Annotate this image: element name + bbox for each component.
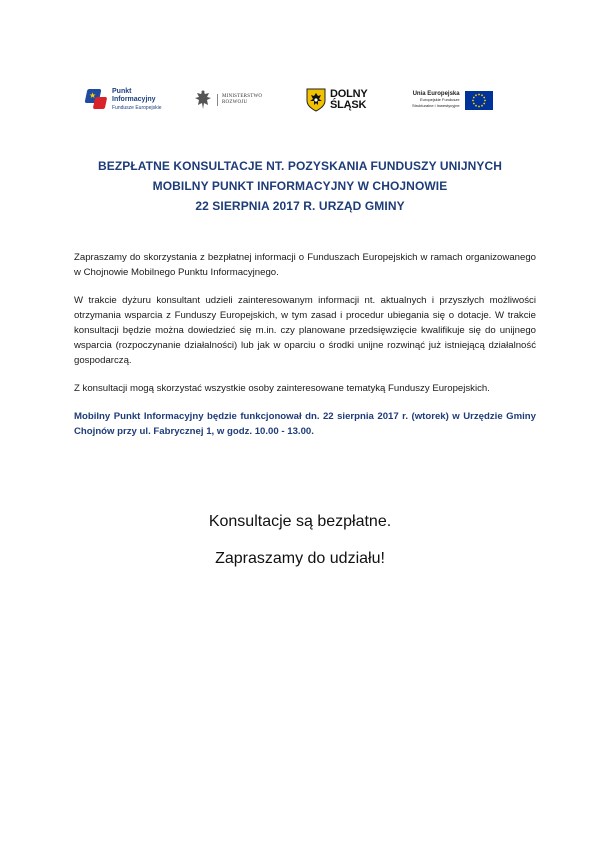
paragraph-date-location: Mobilny Punkt Informacyjny będzie funkcjonował dn. 22 sierpnia 2017 r. (wtorek) w Urzędzie Gminy Chojnów przy ul. Fabrycznej 1, w godz. 10.00 - 13.00. <box>74 411 536 437</box>
pi-logo-line2: Informacyjny <box>112 96 156 103</box>
closing-block <box>0 512 600 569</box>
title-line-1: BEZPŁATNE KONSULTACJE NT. POZYSKANIA FUNDUSZY UNIJNYCH <box>97 159 503 173</box>
dolny-slask-line1: DOLNY <box>330 88 368 100</box>
eu-flag-icon <box>465 91 493 110</box>
paragraph-eligibility: Z konsultacji mogą skorzystać wszystkie osoby zainteresowane tematyką Funduszy Europejskich. <box>74 383 490 394</box>
ministerstwo-line2: ROZWOJU <box>222 100 248 105</box>
ue-line2: Europejskie Fundusze <box>420 97 460 102</box>
polish-eagle-icon <box>194 89 212 111</box>
ministerstwo-line1: MINISTERSTWO <box>222 94 263 99</box>
body-text <box>74 250 536 452</box>
paragraph-consultation-details: W trakcie dyżuru konsultant udzieli zainteresowanym informacji nt. aktualnych i przyszłych możliwości otrzymania wsparcia z Funduszy Europejskich, w tym zasad i procedur ubiegania się o dotacje. W trakcie konsultacji będzie można dowiedzieć się m.in. czy planowane przedsięwzięcie kwalifikuje się do unijnego wsparcia (rozpoczynanie działalności) lub jak w oparciu o środki unijne rozwinąć już istniejącą działalność gospodarczą. <box>74 295 536 366</box>
title-line-2: MOBILNY PUNKT INFORMACYJNY W CHOJNOWIE <box>152 179 448 193</box>
ue-line1: Unia Europejska <box>412 91 460 97</box>
punkt-informacyjny-icon: ★ <box>86 89 108 111</box>
ministerstwo-rozwoju-logo <box>194 80 262 120</box>
pi-logo-line3: Fundusze Europejskie <box>112 105 162 111</box>
paragraph-invitation: Zapraszamy do skorzystania z bezpłatnej informacji o Funduszach Europejskich w ramach organizowanego w Chojnowie Mobilnego Punktu Informacyjnego. <box>74 252 536 278</box>
lower-silesia-shield-icon <box>306 88 326 112</box>
unia-europejska-logo <box>412 80 493 120</box>
pi-logo-line1: Punkt <box>112 88 132 95</box>
title-block <box>0 156 600 216</box>
logo-bar <box>82 80 522 120</box>
punkt-informacyjny-logo <box>86 80 161 120</box>
closing-free-consultations: Konsultacje są bezpłatne. <box>208 513 392 530</box>
closing-invitation: Zapraszamy do udziału! <box>215 550 385 567</box>
title-line-3: 22 SIERPNIA 2017 R. URZĄD GMINY <box>195 199 405 213</box>
ue-line3: Strukturalne i Inwestycyjne <box>412 103 460 108</box>
dolny-slask-line2: ŚLĄSK <box>330 99 367 111</box>
dolny-slask-logo <box>306 80 368 120</box>
